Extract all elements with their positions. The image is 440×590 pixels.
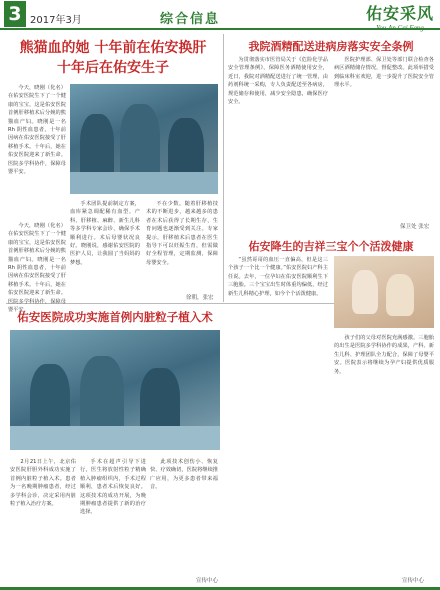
particle-article-photo [10, 330, 220, 450]
triplets-article-headline: 佑安降生的吉祥三宝个个活泼健康 [248, 240, 414, 253]
issue-date: 2017年3月 [30, 15, 82, 26]
main-article-author: 徐朝，张宏 [186, 295, 214, 301]
main-headline-line1: 熊猫血的她 十年前在佑安换肝 [19, 40, 207, 56]
alcohol-article-col2 [334, 56, 434, 218]
particle-article-text3: 此项技术创伤小、恢复快、疗效确切，医院将继续推广应用，为更多患者带来福音。 [150, 459, 218, 491]
alcohol-article-headline: 我院酒精配送进病房落实安全条例 [248, 40, 414, 53]
triplets-article-text2: 孩子们的父母对医院充满感激。三胞胎的出生是医院多学科协作的成果，产科、新生儿科、护理团队全力配合，保障了母婴平安。医院表示将继续为孕产妇提供优质服务。 [334, 335, 434, 375]
main-article-text1b: 今天，晓刚（化名）在佑安医院生下了一个健康的宝宝，这是佑安医院首例肝移植术后分娩的熊猫血产妇。晓刚是一名 Rh 阴性血患者，十年前因病在佑安医院接受了肝移植手术。十年后，她在佑安医院迎来了新生命。医院多学科协作，保障母婴平安。 [8, 223, 66, 314]
triplets-article-col1 [228, 256, 328, 576]
main-headline-line2: 十年后在佑安生子 [57, 60, 169, 76]
page-header [0, 0, 440, 30]
alcohol-article-text2: 医院护理部、保卫处等部门联合检查各病区酒精储存情况，督促整改。此项举措受到临床科室欢迎，进一步提升了医院安全管理水平。 [334, 57, 434, 89]
brand-name-en: You An Cai Feng [376, 24, 424, 32]
main-article-text1: 今天，晓刚（化名）在佑安医院生下了一个健康的宝宝，这是佑安医院首例肝移植术后分娩的熊猫血产妇。晓刚是一名 Rh 阴性血患者，十年前因病在佑安医院接受了肝移植手术。十年后，她在佑安医院迎来了新生命。医院多学科协作，保障母婴平安。 [8, 85, 66, 176]
particle-article-col2 [80, 458, 146, 580]
brand-logo [366, 1, 434, 32]
triplets-article-author: 宣传中心 [402, 578, 425, 584]
particle-article-text1: 2月21日上午，北京佑安医院肝胆外科成功实施了首例内脏粒子植入术。患者为一名晚期肿瘤患者，经过多学科会诊，决定采用内脏粒子植入治疗方案。 [10, 459, 76, 508]
particle-article-col3 [150, 458, 218, 572]
main-article-col1b [8, 222, 66, 314]
triplets-article-col2 [334, 334, 434, 574]
page-number: 3 [4, 1, 26, 27]
main-article-col1 [8, 84, 66, 219]
particle-article-author: 宣传中心 [196, 578, 219, 584]
main-article-text2: 手术团队提前制定方案，血库紧急调配稀有血型。产科、肝移植、麻醉、新生儿科等多学科专家会诊，确保手术顺利进行。术后母婴状况良好。晓刚说，感谢佑安医院的医护人员，让我圆了当妈妈的梦想。 [70, 201, 140, 266]
main-article-text3: 不在少数。随着肝移植技术的不断进步，越来越多的患者在术后获得了长期生存，生育问题也逐渐受到关注。专家提示，肝移植术后患者在医生指导下可以妊娠生育，但需做好全程管理，定期监测，保障母婴安全。 [146, 201, 218, 266]
particle-article-headline: 佑安医院成功实施首例内脏粒子植入术 [17, 310, 213, 324]
alcohol-article-author: 保卫处 张宏 [400, 224, 430, 230]
main-article-col2 [70, 200, 140, 300]
particle-article-text2: 手术在超声引导下进行，医生将放射性粒子精确植入肿瘤组织内，手术过程顺利，患者术后恢复良好。这项技术的成功开展，为晚期肿瘤患者提供了新的治疗选择。 [80, 459, 146, 516]
triplets-article-text1: “虽然哥哥的血压一直偏高，但是这三个孩子一个比一个健康。”佑安医院妇产科主任说。去年，一位孕妇在佑安医院顺利生下三胞胎。三个宝宝出生时体重均偏低，经过新生儿科精心护理，如今个个活泼健康。 [228, 257, 328, 297]
particle-article-col1 [10, 458, 76, 580]
section-title: 综合信息 [160, 12, 221, 27]
alcohol-article-col1 [228, 56, 328, 226]
brand-name-cn: 佑安采风 [365, 4, 434, 23]
main-article-col3 [146, 200, 218, 292]
main-article-photo [70, 84, 218, 194]
column-divider [223, 34, 224, 302]
triplets-photo [334, 256, 434, 328]
alcohol-article-text1: 为贯彻落实市医管局关于《危险化学品安全管理条例》，保障医务酒精使用安全，近日，我院对酒精配送进行了统一管理，由药剂科统一采购，专人负责配送至各病房，规范储存和使用，减少安全隐患，确保医疗安全。 [228, 57, 328, 106]
